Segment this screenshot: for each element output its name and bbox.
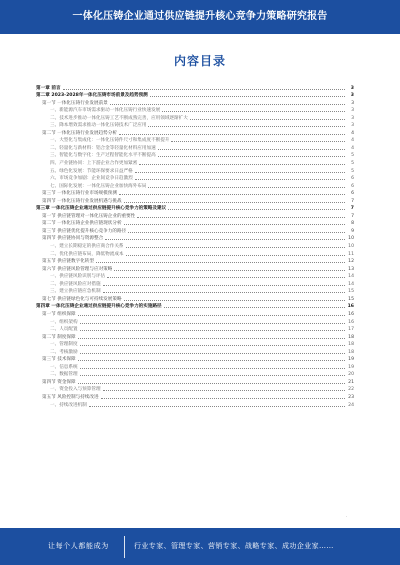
toc-entry-label: 五、绿色化发展：节能环保要求日益严格	[50, 168, 133, 174]
toc-entry-label: 第四节 一体化压铸行业发展机遇与挑战	[42, 198, 122, 204]
toc-heading: 内容目录	[173, 54, 226, 68]
toc-leader-dots	[103, 284, 345, 286]
toc-entry-page: 7	[350, 206, 354, 212]
toc-entry-label: 一、信息系统	[50, 364, 78, 370]
toc-entry[interactable]	[36, 235, 354, 243]
toc-entry[interactable]	[36, 363, 354, 371]
toc-entry-label: 三、智能化与数字化：生产过程智能化水平不断提高	[50, 153, 156, 159]
toc-leader-dots	[78, 382, 345, 384]
toc-leader-dots	[80, 322, 345, 324]
toc-entry[interactable]	[36, 122, 354, 130]
toc-leader-dots	[158, 148, 345, 150]
toc-entry[interactable]	[36, 175, 354, 183]
toc-entry[interactable]	[36, 356, 354, 364]
toc-entry-label: 二、技术进步推动一体化压铸工艺不断成熟完善，应用领域逐渐扩大	[50, 115, 188, 121]
toc-entry-page: 3	[351, 115, 354, 121]
toc-entry[interactable]	[36, 137, 354, 145]
toc-leader-dots	[96, 261, 345, 263]
toc-leader-dots	[119, 193, 345, 195]
toc-entry-page: 23	[348, 394, 354, 400]
toc-entry-label: 第四节 供应链协同与资源整合	[42, 236, 104, 242]
report-title: 一体化压铸企业通过供应链提升核心竞争力策略研究报告	[72, 11, 328, 22]
toc-entry-page: 14	[348, 274, 354, 280]
toc-leader-dots	[124, 201, 345, 203]
toc-entry[interactable]	[36, 114, 354, 122]
toc-leader-dots	[80, 352, 345, 354]
toc-entry-label: 一、建立长期稳定的供应商合作关系	[50, 244, 124, 250]
toc-entry-page: 18	[348, 342, 354, 348]
toc-entry-label: 第三节 供应链优化提升核心竞争力的路径	[42, 228, 127, 234]
toc-entry[interactable]	[36, 288, 354, 296]
toc-entry-label: 第七节 供应链绿色化与可持续发展策略	[42, 296, 122, 302]
toc-leader-dots	[126, 246, 345, 248]
toc-entry[interactable]	[36, 182, 354, 190]
toc-leader-dots	[63, 88, 345, 90]
toc-leader-dots	[80, 329, 345, 331]
toc-entry-page: 19	[348, 364, 354, 370]
toc-entry-page: 13	[348, 266, 354, 272]
toc-entry-label: 第二节 一体化压铸企业供应链现状分析	[42, 221, 122, 227]
toc-entry-page: 6	[351, 191, 354, 197]
toc-leader-dots	[78, 359, 345, 361]
table-of-contents	[36, 84, 354, 409]
toc-entry-page: 18	[348, 349, 354, 355]
toc-entry-label: 第二节 一体化压铸行业发展趋势分析	[42, 130, 117, 136]
toc-leader-dots	[164, 306, 345, 308]
toc-entry[interactable]	[36, 401, 354, 409]
toc-leader-dots	[105, 238, 345, 240]
toc-entry-page: 3	[350, 85, 354, 91]
toc-leader-dots	[103, 291, 345, 293]
toc-entry-page: 6	[351, 183, 354, 189]
toc-entry[interactable]	[36, 318, 354, 326]
toc-entry[interactable]	[36, 205, 354, 213]
toc-leader-dots	[148, 186, 345, 188]
footer-divider	[124, 536, 125, 558]
footer-bar	[0, 528, 400, 565]
toc-entry-label: 一、新能源汽车市场需求驱动一体化压铸行业快速发展	[50, 108, 161, 114]
toc-entry-page: 8	[351, 221, 354, 227]
toc-entry-page: 7	[351, 198, 354, 204]
toc-leader-dots	[158, 155, 345, 157]
toc-entry[interactable]	[36, 273, 354, 281]
toc-entry[interactable]	[36, 167, 354, 175]
toc-entry-label: 第二节 制度保障	[42, 334, 76, 340]
toc-entry-label: 七、国际化发展：一体化压铸企业加快海外布局	[50, 183, 147, 189]
toc-entry[interactable]	[36, 144, 354, 152]
toc-entry[interactable]	[36, 348, 354, 356]
toc-entry-page: 19	[348, 357, 354, 363]
toc-entry-label: 一、大型化与集成化：一体化压铸件尺寸和集成度不断提升	[50, 138, 170, 144]
toc-entry[interactable]	[36, 129, 354, 137]
toc-entry-page: 18	[348, 334, 354, 340]
toc-entry-label: 一、持续改进机制	[50, 402, 87, 408]
toc-entry-page: 21	[348, 379, 354, 385]
toc-entry[interactable]	[36, 295, 354, 303]
toc-entry-label: 第四节 资金保障	[42, 379, 76, 385]
toc-leader-dots	[103, 389, 345, 391]
toc-leader-dots	[101, 397, 345, 399]
toc-entry[interactable]	[36, 371, 354, 379]
toc-entry-label: 第三节 一体化压铸行业市场规模预测	[42, 191, 117, 197]
toc-entry-page: 24	[348, 402, 354, 408]
toc-leader-dots	[124, 299, 345, 301]
toc-entry-label: 一、供应链风险识别与评估	[50, 274, 106, 280]
toc-entry-label: 六、市场竞争加剧：企业间竞争日趋激烈	[50, 176, 133, 182]
toc-entry[interactable]	[36, 92, 354, 100]
toc-entry-page: 22	[348, 387, 354, 393]
toc-entry-page: 10	[348, 244, 354, 250]
toc-entry-label: 第二章 2023-2028年一体化压铸市场前景及趋势预测	[36, 93, 148, 99]
toc-leader-dots	[80, 374, 345, 376]
toc-leader-dots	[78, 314, 345, 316]
toc-leader-dots	[78, 337, 345, 339]
toc-entry-page: 3	[351, 100, 354, 106]
toc-leader-dots	[89, 405, 345, 407]
toc-entry-page: 9	[351, 228, 354, 234]
toc-entry[interactable]	[36, 212, 354, 220]
toc-entry-page: 12	[348, 259, 354, 265]
toc-entry-page: 3	[351, 123, 354, 129]
toc-entry-label: 一、管理制度	[50, 342, 78, 348]
toc-entry[interactable]	[36, 378, 354, 386]
toc-leader-dots	[150, 95, 345, 97]
toc-entry-page: 4	[351, 138, 354, 144]
toc-entry-label: 二、优化供应链布局，降低物流成本	[50, 251, 124, 257]
toc-entry-label: 第五节 供应链数字化转型	[42, 259, 94, 265]
toc-entry-page: 5	[351, 161, 354, 167]
toc-entry[interactable]	[36, 258, 354, 266]
toc-entry-page: 5	[351, 168, 354, 174]
toc-entry-label: 第三节 技术保障	[42, 357, 76, 363]
header-bar	[0, 0, 400, 34]
toc-entry-page: 16	[348, 311, 354, 317]
toc-entry-page: 15	[348, 289, 354, 295]
toc-entry-page: 11	[348, 251, 354, 257]
toc-entry-label: 第四章 一体化压铸企业通过供应链提升核心竞争力的实施路径	[36, 304, 162, 310]
toc-entry-label: 一、资金投入与预算管理	[50, 387, 101, 393]
toc-leader-dots	[110, 103, 345, 105]
toc-entry[interactable]	[36, 333, 354, 341]
toc-entry-page: 4	[351, 130, 354, 136]
toc-entry-label: 第三章 一体化压铸企业通过供应链提升核心竞争力的策略及建议	[36, 206, 167, 212]
toc-entry-page: 20	[348, 372, 354, 378]
toc-entry[interactable]	[36, 190, 354, 198]
toc-leader-dots	[190, 118, 345, 120]
toc-leader-dots	[137, 216, 345, 218]
toc-entry[interactable]	[36, 152, 354, 160]
toc-leader-dots	[107, 276, 345, 278]
toc-entry-page: 6	[351, 176, 354, 182]
toc-leader-dots	[126, 254, 345, 256]
toc-leader-dots	[135, 178, 345, 180]
toc-entry-label: 二、考核激励	[50, 349, 78, 355]
toc-entry[interactable]	[36, 341, 354, 349]
toc-entry-page: 7	[351, 213, 354, 219]
toc-entry-label: 二、人员配置	[50, 327, 78, 333]
toc-entry[interactable]	[36, 220, 354, 228]
footer-slogan-left: 让每个人都能成为	[48, 542, 109, 550]
toc-entry[interactable]	[36, 250, 354, 258]
toc-entry[interactable]	[36, 310, 354, 318]
toc-entry[interactable]	[36, 84, 354, 92]
toc-entry[interactable]	[36, 280, 354, 288]
toc-entry[interactable]	[36, 99, 354, 107]
toc-entry-page: 4	[351, 145, 354, 151]
toc-entry-page: 5	[351, 153, 354, 159]
toc-entry-label: 第一节 一体化压铸行业发展前景	[42, 100, 108, 106]
toc-entry-page: 3	[350, 93, 354, 99]
toc-leader-dots	[114, 269, 345, 271]
toc-entry-label: 第一章 前言	[36, 85, 61, 91]
toc-leader-dots	[168, 208, 345, 210]
toc-leader-dots	[128, 231, 345, 233]
toc-entry[interactable]	[36, 242, 354, 250]
toc-entry-label: 一、组织架构	[50, 319, 78, 325]
toc-entry-label: 三、建立供应链应急机制	[50, 289, 101, 295]
page-marker: ·	[346, 514, 348, 519]
toc-entry-page: 10	[348, 236, 354, 242]
toc-entry-page: 16	[347, 304, 354, 310]
toc-entry-page: 14	[348, 281, 354, 287]
toc-leader-dots	[119, 133, 345, 135]
toc-entry-label: 四、产业链协同：上下游企业合作更加紧密	[50, 161, 138, 167]
toc-leader-dots	[124, 223, 345, 225]
toc-entry-page: 17	[348, 327, 354, 333]
toc-entry[interactable]	[36, 326, 354, 334]
toc-leader-dots	[148, 125, 345, 127]
toc-entry[interactable]	[36, 386, 354, 394]
toc-leader-dots	[80, 344, 345, 346]
toc-entry-label: 第一节 供应链管理对一体化压铸企业的重要性	[42, 213, 136, 219]
toc-leader-dots	[80, 367, 345, 369]
toc-entry[interactable]	[36, 303, 354, 311]
toc-leader-dots	[139, 163, 345, 165]
toc-entry-label: 三、降本增效需求推动一体化压铸技术广泛应用	[50, 123, 147, 129]
footer-slogan-right: 行业专家、管理专家、营销专家、战略专家、成功企业家……	[134, 542, 334, 550]
toc-leader-dots	[135, 171, 345, 173]
toc-entry-label: 二、数据管理	[50, 372, 78, 378]
toc-leader-dots	[171, 140, 345, 142]
toc-entry-label: 第六节 供应链风险管理与应对策略	[42, 266, 113, 272]
toc-entry[interactable]	[36, 227, 354, 235]
toc-leader-dots	[162, 110, 345, 112]
toc-entry-page: 15	[348, 296, 354, 302]
toc-entry-label: 第一节 组织保障	[42, 311, 76, 317]
toc-entry-label: 二、轻量化与新材料：铝合金等轻量化材料应用加速	[50, 145, 156, 151]
toc-entry[interactable]	[36, 107, 354, 115]
toc-entry[interactable]	[36, 197, 354, 205]
toc-entry-label: 第五节 风险控制与持续改进	[42, 394, 99, 400]
toc-entry-label: 二、供应链风险应对措施	[50, 281, 101, 287]
toc-entry-page: 3	[351, 108, 354, 114]
toc-entry[interactable]	[36, 393, 354, 401]
toc-entry-page: 16	[348, 319, 354, 325]
toc-entry[interactable]	[36, 265, 354, 273]
toc-entry[interactable]	[36, 159, 354, 167]
